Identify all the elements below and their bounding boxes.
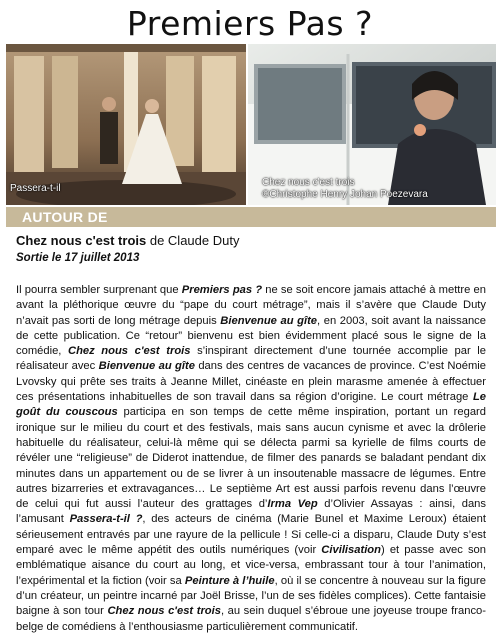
photo-chez-nous (248, 44, 496, 205)
title-reference: Le goût du couscous (16, 391, 486, 419)
photo-passera-t-il (6, 44, 246, 205)
film-title: Chez nous c'est trois (16, 233, 147, 248)
title-reference: Passera-t-il ? (69, 513, 143, 526)
title-reference: Chez nous c'est trois (67, 345, 191, 358)
article-headline (16, 233, 486, 249)
release-date: Sortie le 17 juillet 2013 (16, 252, 140, 264)
section-bar (6, 207, 496, 227)
body-text: d’Olivier Assayas : ainsi, dans l’amusant (16, 498, 486, 526)
title-reference: Civilisation (321, 544, 381, 557)
body-text: Il pourra sembler surprenant que (16, 284, 182, 296)
body-text: , où il se concentre à nouveau sur la figure d’un créateur, un peintre incarné par Joël Brisse, l’un de ses fidèles complices). Cette fantaisie baigne à son tour (16, 574, 486, 618)
section-label: AUTOUR DE (22, 209, 108, 225)
title-reference: Bienvenue au gîte (98, 360, 195, 373)
photo-strip (6, 44, 496, 205)
photo-caption-left: Passera-t-il (10, 183, 61, 194)
body-text: , au sein duquel s’ébroue une joyeuse troupe franco-belge de comédiens à l’enthousiasme particulièrement communicatif. (16, 605, 486, 633)
body-text: participa en son temps de cette même inspiration, portant un regard ironique sur le milieu du court et des festivals, mais sans aucun cynisme et avec la drôlerie habituelle du réalisateur, celui-là même qui se délecta parmi sa kyrielle de films courts de révéler une “religieuse” de Diderot inattendue, de filmer des panards se baladant pendant dix minutes dans un appartement ou de se livrer à un insoutenable massacre de légumes. Entre autres bizarreries et extravagances… Le septième Art est aussi parfois revenu dans l’œuvre de celui qui fut aussi l’auteur des grattages d’ (16, 406, 486, 511)
body-text: ne se soit encore jamais attaché à mettre en avant la pléthorique œuvre du “pape du court métrage”, mais il s’avère que Claude Duty n’avait pas sorti de long métrage depuis (16, 284, 486, 327)
title-reference: Irma Vep (267, 498, 318, 511)
body-text: dans des centres de vacances de province. C’est Noémie Lvovsky qui prête ses traits à Jeanne Millet, cinéaste en plein marasme amenée à effectuer ces présentations inhabituelles de son travail dans sa région d’origine. Le court métrage (16, 360, 486, 404)
photo-ballroom-couple (6, 44, 246, 205)
photo-caption-right-credit: ©Christophe Henry Johan Poezevara (262, 189, 428, 200)
body-text: , en 2003, soit avant la naissance de cette publication. Ce “retour” bienvenu est bien évidemment placé sous le signe de la comédie, (16, 314, 486, 358)
title-reference: Chez nous c'est trois (107, 605, 221, 618)
photo-caption-right-title: Chez nous c'est trois (262, 177, 355, 188)
body-text: ) et passe avec son emblématique aisance du court au long, et vice-versa, embrassant tour à tour l’animation, l’expérimental et la fiction (voir sa (16, 544, 487, 587)
article-body (16, 283, 486, 635)
title-reference: Premiers pas ? (181, 284, 263, 296)
article-header (16, 233, 486, 266)
title-reference: Bienvenue au gîte (220, 314, 318, 327)
title-reference: Peinture à l’huile (184, 574, 275, 587)
body-text: , des acteurs de cinéma (Marie Bunel et Maxime Leroux) étaient sérieusement entravés par une rayure de la pellicule ! Si celle-ci a disparu, Claude Duty s’est emparé avec le même appétit des outils numériques (voir (16, 513, 486, 557)
photo-caption-right (262, 177, 428, 201)
page-title: Premiers Pas ? (126, 4, 374, 43)
film-director: de Claude Duty (146, 233, 240, 248)
body-text: s’inspirant directement d’une tournée accomplie par le réalisateur avec (16, 345, 486, 373)
